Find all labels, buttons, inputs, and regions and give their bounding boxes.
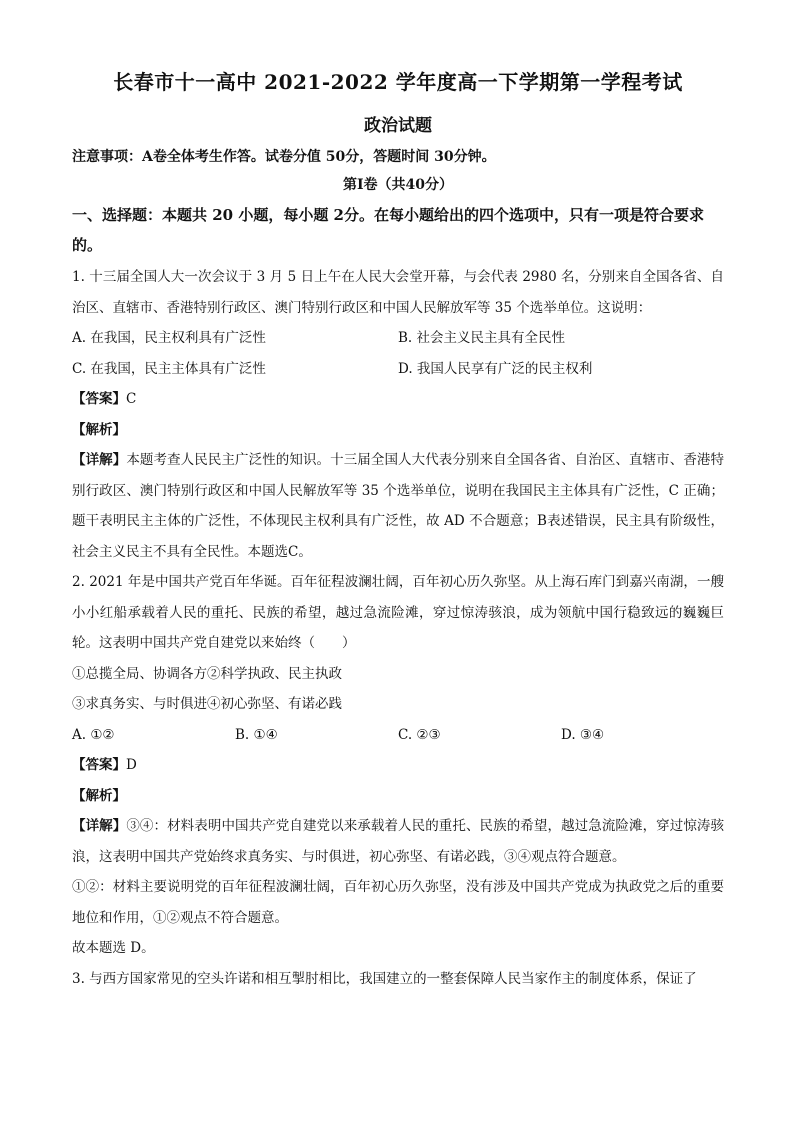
answer-value: D bbox=[126, 757, 137, 773]
answer-tag: 【答案】 bbox=[72, 757, 126, 773]
question-3 bbox=[72, 964, 724, 995]
question-stem: 3. 与西方国家常见的空头许诺和相互掣肘相比，我国建立的一整套保障人民当家作主的制度体系，保证了 bbox=[72, 970, 697, 987]
question-stem: 1. 十三届全国人大一次会议于 3 月 5 日上午在人民大会堂开幕，与会代表 2980 名，分别来自全国各省、自治区、直辖市、香港特别行政区、澳门特别行政区和中国人民解放军等 35 个选举单位。这说明： bbox=[72, 269, 724, 316]
option-d: D. 我国人民享有广泛的民主权利 bbox=[398, 360, 593, 377]
answer-line bbox=[72, 384, 724, 415]
detail-text: 本题考查人民民主广泛性的知识。十三届全国人大代表分别来自全国各省、自治区、直辖市、香港特别行政区、澳门特别行政区和中国人民解放军等 35 个选举单位，说明在我国民主主体具有广泛性，C 正确；题干表明民主主体的广泛性，不体现民主权利具有广泛性，故 AD 不合题意；B表述错误，民主具有阶级性， 社会主义民主不具有全民性。本题选C。 bbox=[72, 452, 725, 560]
detail-paragraph: 故本题选 D。 bbox=[72, 940, 155, 956]
exam-title: 长春市十一高中 2021-2022 学年度高一下学期第一学程考试 bbox=[113, 70, 683, 94]
option-b: B. ①④ bbox=[235, 726, 278, 743]
analysis-tag: 【解析】 bbox=[72, 421, 126, 438]
exam-page bbox=[72, 66, 724, 994]
volume-heading: 第Ⅰ卷（共40分） bbox=[342, 177, 454, 193]
exam-subject: 政治试题 bbox=[364, 116, 432, 136]
option-c: C. 在我国，民主主体具有广泛性 bbox=[72, 360, 266, 377]
answer-value: C bbox=[126, 391, 137, 407]
question-1 bbox=[72, 262, 724, 567]
option-a: A. 在我国，民主权利具有广泛性 bbox=[72, 330, 266, 346]
option-row bbox=[72, 720, 724, 751]
detail-tag: 【详解】 bbox=[72, 818, 127, 834]
detail-paragraph: ①②：材料主要说明党的百年征程波澜壮阔，百年初心历久弥坚，没有涉及中国共产党成为执政党之后的重要地位和作用，①②观点不符合题意。 bbox=[72, 879, 724, 926]
question-stem: 2. 2021 年是中国共产党百年华诞。百年征程波澜壮阔，百年初心历久弥坚。从上海石库门到嘉兴南湖，一艘小小红船承载着人民的重托、民族的希望，越过急流险滩，穿过惊涛骇浪，成为领航中国行稳致远的巍巍巨轮。这表明中国共产党自建党以来始终（ ） bbox=[72, 574, 724, 651]
option-b: B. 社会主义民主具有全民性 bbox=[398, 330, 566, 346]
detail-paragraph bbox=[72, 811, 724, 872]
option-row bbox=[72, 323, 724, 354]
option-row bbox=[72, 354, 724, 385]
statement-line: ③求真务实、与时俱进④初心弥坚、有诺必践 bbox=[72, 696, 342, 712]
option-d: D. ③④ bbox=[561, 726, 605, 743]
exam-notice: 注意事项：A卷全体考生作答。试卷分值 50分，答题时间 30分钟。 bbox=[72, 149, 496, 165]
section-heading: 一、选择题：本题共 20 小题，每小题 2分。在每小题给出的四个选项中，只有一项是符合要求的。 bbox=[72, 206, 704, 254]
detail-text: ③④：材料表明中国共产党自建党以来承载着人民的重托、民族的希望，越过急流险滩，穿过惊涛骇浪，这表明中国共产党始终求真务实、与时俱进，初心弥坚、有诺必践，③④观点符合题意。 bbox=[72, 818, 725, 865]
analysis-tag: 【解析】 bbox=[72, 787, 126, 804]
detail-paragraph bbox=[72, 445, 724, 567]
statement-line: ①总揽全局、协调各方②科学执政、民主执政 bbox=[72, 665, 342, 682]
question-2 bbox=[72, 567, 724, 964]
option-c: C. ②③ bbox=[398, 726, 441, 743]
answer-tag: 【答案】 bbox=[72, 391, 126, 407]
detail-tag: 【详解】 bbox=[72, 452, 127, 468]
option-a: A. ①② bbox=[72, 726, 115, 743]
answer-line bbox=[72, 750, 724, 781]
